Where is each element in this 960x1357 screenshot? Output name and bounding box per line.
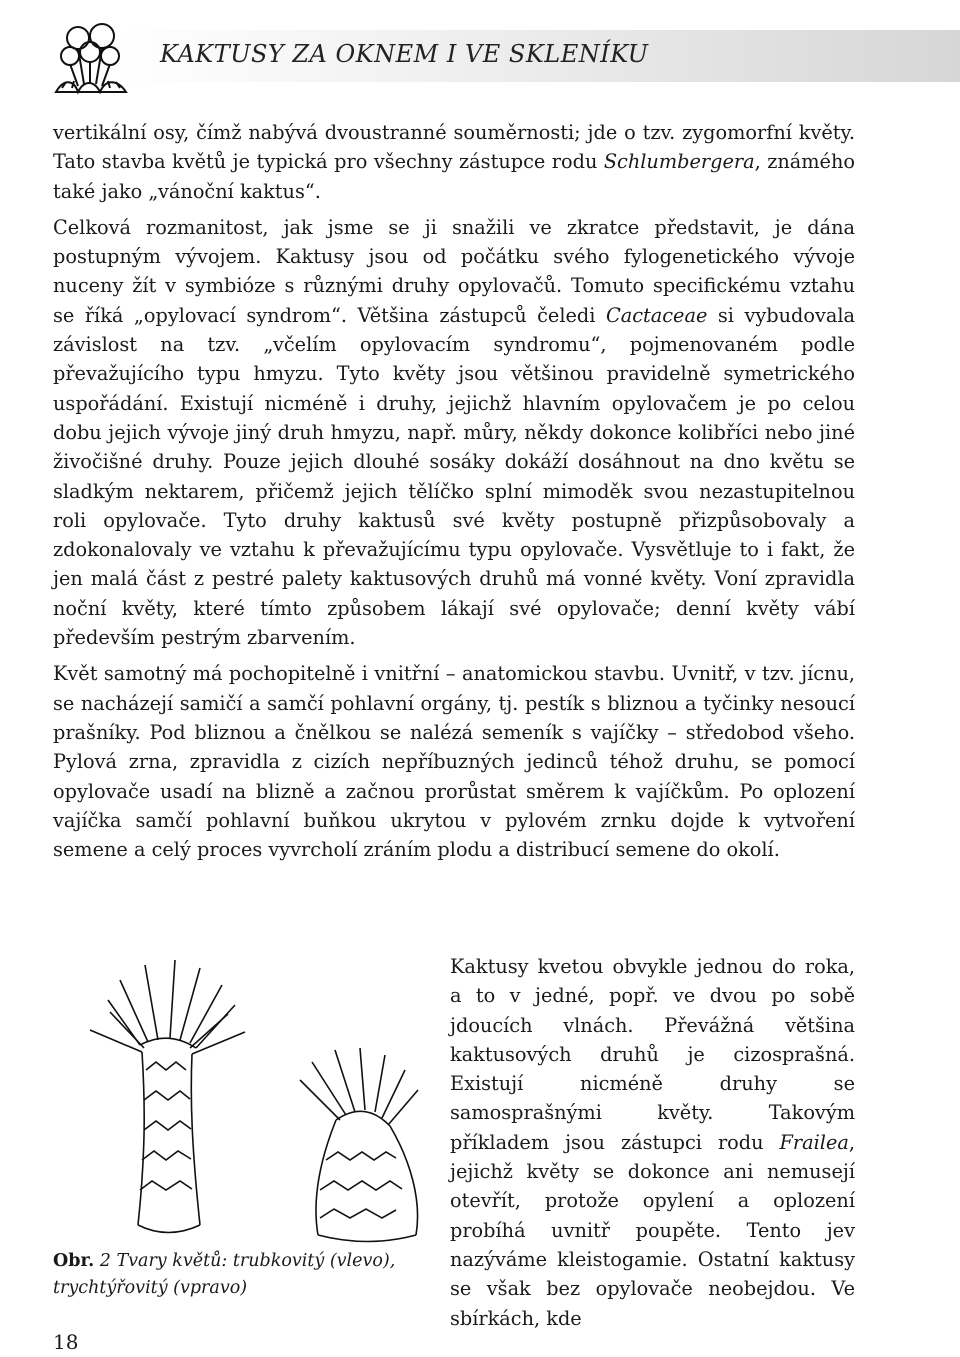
cactus-flowers-logo-icon [48,18,134,102]
flower-shapes-illustration [50,950,440,1250]
taxon-schlumbergera: Schlumbergera [603,150,755,174]
paragraph-2: Celková rozmanitost, jak jsme se ji snažili ve zkratce představit, je dána postupným vývojem. Kaktusy jsou od počátku svého fylogenetického vývoje nuceny žít v symbióze s různými druhy opylovačů. Tomuto specifickému vztahu se říká „opylovací syndrom“. Většina zástupců čeledi Cactaceae si vybudovala závislost na tzv. „včelím opylovacím syndromu“, pojmenovaném podle převažujícího typu hmyzu. Tyto květy jsou většinou pravidelně symetrického uspořádání. Existují nicméně i druhy, jejichž hlavním opylovačem je po celou dobu jejich vývoje jiný druh hmyzu, např. můry, někdy dokonce kolibříci nebo jiné živočišné druhy. Pouze jejich dlouhé sosáky dokáží dosáhnout na dno květu se sladkým nektarem, přičemž jejich tělíčko splní mimoděk svou nezastupitelnou roli opylovače. Tyto druhy kaktusů své květy postupně přizpůsobovaly a zdokonalovaly ve vztahu k převažujícímu typu opylovače. Vysvětluje to i fakt, že jen malá část z pestré palety kaktusových druhů má vonné květy. Voní zpravidla noční květy, které tímto způsobem lákají své opylovače; denní květy vábí především pestrým zbarvením. [53,215,856,650]
taxon-cactaceae: Cactaceae [605,303,708,327]
tubular-flower-drawing [90,960,245,1233]
figure-caption: Obr. 2 Tvary květů: trubkovitý (vlevo), trychtýřovitý (vpravo) [53,1251,396,1298]
main-body-text [53,118,855,871]
paragraph-3: Květ samotný má pochopitelně i vnitřní – anatomickou stavbu. Uvnitř, v tzv. jícnu, se nacházejí samičí a samčí pohlavní orgány, tj. pestík s bliznou a tyčinky nesoucí prašníky. Pod bliznou a čnělkou se nalézá semeník s vajíčky – středobod všeho. Pylová zrna, zpravidla z cizích nepříbuzných jedinců téhož druhu, se pomocí opylovače usadí na blizně a začnou prorůstat směrem k vajíčkům. Po oplození vajíčka samčí pohlavní buňkou ukrytou v pylovém zrnku dojde k vytvoření semene a celý proces vyvrcholí zráním plodu a distribucí semene do okolí. [53,662,855,862]
page-number: 18 [53,1330,79,1354]
taxon-frailea: Frailea [779,1130,849,1154]
figure-label: Obr. [53,1251,95,1271]
paragraph-1: vertikální osy, čímž nabývá dvoustranné souměrnosti; jde o tzv. zygomorfní květy. Tato stavba květů je typická pro všechny zástupce rodu Schlumbergera, známého také jako „vánoční kaktus“. [53,121,855,203]
side-column-text: Kaktusy kvetou obvykle jednou do roka, a to v jedné, popř. ve dvou po sobě jdoucích vlnách. Převážná většina kaktusových druhů je cizosprašná. Existují nicméně druhy se samosprašnými květy. Takovým příkladem jsou zástupci rodu Frailea, jejichž květy se dokonce ani nemusejí otevřít, protože opylení a oplození probíhá uvnitř poupěte. Tento jev nazýváme kleistogamie. Ostatní kaktusy se však bez opylovače neobejdou. Ve sbírkách, kde [450,955,855,1330]
running-header [0,18,960,88]
funnel-flower-drawing [300,1048,418,1242]
header-title: KAKTUSY ZA OKNEM I VE SKLENÍKU [160,40,649,68]
